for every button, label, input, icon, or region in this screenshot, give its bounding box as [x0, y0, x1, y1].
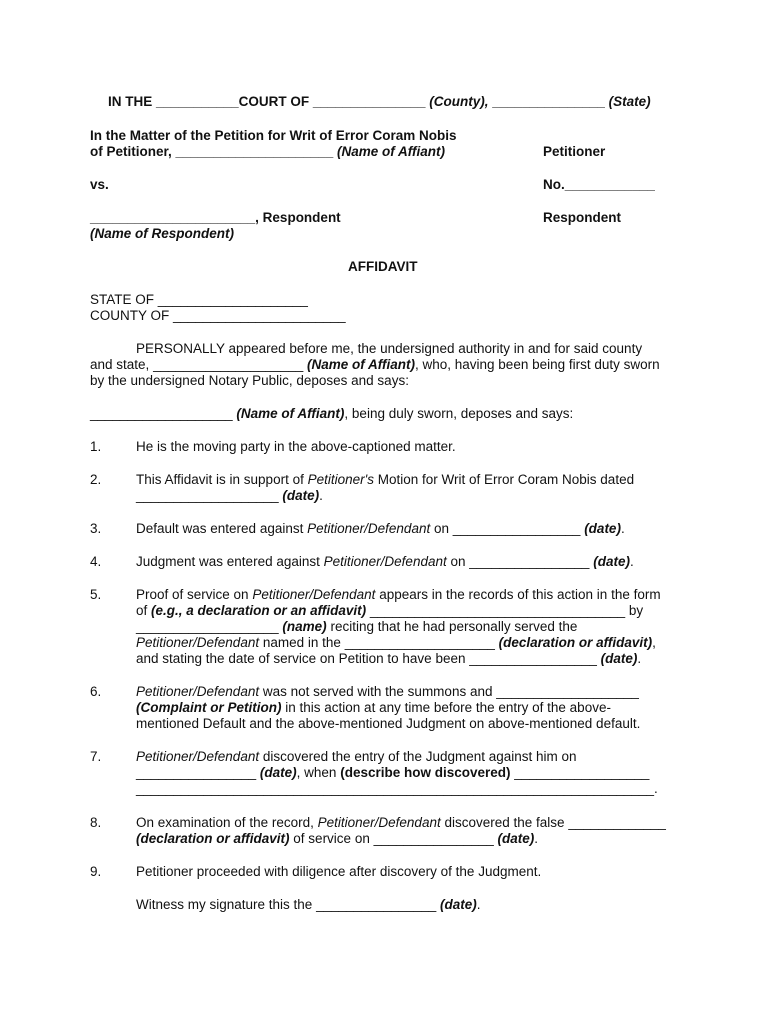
witness-date-blank: ________________: [316, 897, 437, 912]
item-8-l1-c: discovered the false: [444, 815, 565, 830]
item-3-date-label: (date): [584, 521, 621, 536]
item-7-line-2: [136, 765, 649, 781]
intro-line-2-suffix: , who, having been being first duty sworn: [415, 357, 660, 372]
petitioner-label: Petitioner: [543, 144, 606, 159]
item-5-form-example: (e.g., a declaration or an affidavit): [151, 603, 367, 618]
item-8-blank: _____________: [568, 815, 666, 830]
item-3-number: 3.: [90, 521, 102, 536]
item-6-l1-b: was not served with the summons and: [262, 684, 493, 699]
item-6-number: 6.: [90, 684, 102, 699]
item-6-complaint-label: (Complaint or Petition): [136, 700, 282, 715]
item-7-line-1: [136, 749, 577, 765]
item-5-l1-c: appears in the records of this action in the form: [379, 587, 661, 602]
item-8-line-1: [136, 815, 666, 831]
item-7-date-blank: ________________: [136, 765, 257, 780]
item-5-date-blank: _________________: [469, 651, 597, 666]
item-7-line-3: _____________________________________________________________________.: [136, 781, 658, 796]
item-2-petitioner: Petitioner's: [307, 472, 374, 487]
matter-line-2: [90, 144, 445, 160]
item-5-line-3: [136, 619, 577, 635]
county-of-field: COUNTY OF _______________________: [90, 308, 346, 323]
item-5-l4-b: named in the: [262, 635, 341, 650]
witness-date-label: (date): [440, 897, 477, 912]
item-5-l3-c: reciting that he had personally served the: [330, 619, 578, 634]
item-5-form-blank: __________________________________ by: [369, 603, 644, 618]
item-4-number: 4.: [90, 554, 102, 569]
item-3-party: Petitioner/Defendant: [307, 521, 431, 536]
witness-text: Witness my signature this the: [136, 897, 313, 912]
respondent-label: Respondent: [543, 210, 622, 225]
versus-text: vs.: [90, 177, 109, 192]
item-3-on: on: [433, 521, 450, 536]
item-2-line-2: ___________________ (date).: [136, 488, 323, 503]
item-6-line-1: [136, 684, 639, 700]
item-2-date-blank: ___________________: [136, 488, 279, 503]
sworn-suffix: , being duly sworn, deposes and says:: [344, 406, 574, 421]
matter-prefix: of Petitioner,: [90, 144, 172, 159]
item-5-decl-blank: ____________________: [344, 635, 495, 650]
item-2-text-c: Motion for Writ of Error Coram Nobis dated: [377, 472, 635, 487]
item-3-text-a: Default was entered against: [136, 521, 304, 536]
item-8-l2-b: of service on: [293, 831, 370, 846]
item-7-number: 7.: [90, 749, 102, 764]
affiant-name-blank: _____________________: [175, 144, 334, 159]
item-2-text-a: This Affidavit is in support of: [136, 472, 304, 487]
intro-line-2: [90, 357, 660, 373]
item-9-text: Petitioner proceeded with diligence after discovery of the Judgment.: [136, 864, 542, 879]
item-4-text-a: Judgment was entered against: [136, 554, 320, 569]
item-5-decl-label: (declaration or affidavit): [498, 635, 653, 650]
respondent-name-label: (Name of Respondent): [90, 226, 235, 241]
intro-affiant-blank: ____________________: [153, 357, 304, 372]
item-5-line-1: [136, 587, 661, 603]
item-8-line-2: (declaration or affidavit) of service on ________________ (date).: [136, 831, 539, 846]
item-3-date-blank: _________________: [452, 521, 581, 536]
item-4-date-label: (date): [593, 554, 630, 569]
court-line: [108, 94, 651, 110]
county-label: (County),: [429, 94, 489, 109]
item-7-party: Petitioner/Defendant: [136, 749, 260, 764]
item-1-number: 1.: [90, 439, 102, 454]
item-5-party-2: Petitioner/Defendant: [136, 635, 260, 650]
state-label: (State): [608, 94, 651, 109]
item-8-number: 8.: [90, 815, 102, 830]
affiant-name-label: (Name of Affiant): [336, 144, 445, 159]
item-6-line-3: mentioned Default and the above-mentioned Judgment on above-mentioned default.: [136, 716, 641, 731]
item-4-party: Petitioner/Defendant: [323, 554, 447, 569]
witness-line: Witness my signature this the ________________ (date).: [136, 897, 481, 912]
respondent-name-field: ______________________, Respondent: [90, 210, 341, 225]
item-5-l2-a: of: [136, 603, 148, 618]
item-6-l2-b: in this action at any time before the entry of the above-: [285, 700, 611, 715]
court-of-text: COURT OF: [238, 94, 310, 109]
item-4-text: Judgment was entered against Petitioner/Defendant on ________________ (date).: [136, 554, 634, 569]
case-number-field: No.____________: [543, 177, 655, 192]
item-7-l1-b: discovered the entry of the Judgment against him on: [262, 749, 577, 764]
item-2-date-label: (date): [282, 488, 320, 503]
state-blank: _______________: [492, 94, 605, 109]
item-8-date-blank: ________________: [373, 831, 494, 846]
item-5-line-4: Petitioner/Defendant named in the ____________________ (declaration or affidavit),: [136, 635, 656, 650]
document-title: AFFIDAVIT: [348, 259, 418, 274]
intro-line-3: by the undersigned Notary Public, deposes and says:: [90, 373, 409, 388]
item-6-line-2: [136, 700, 611, 716]
item-6-blank: ___________________: [496, 684, 639, 699]
item-2-number: 2.: [90, 472, 102, 487]
item-5-date-label: (date): [600, 651, 638, 666]
item-8-decl-label: (declaration or affidavit): [136, 831, 290, 846]
item-7-date-label: (date): [259, 765, 297, 780]
court-name-blank: ___________: [156, 94, 239, 109]
item-5-line-5: and stating the date of service on Petition to have been _________________ (date).: [136, 651, 642, 666]
item-5-number: 5.: [90, 587, 102, 602]
item-9-number: 9.: [90, 864, 102, 879]
item-1-text: He is the moving party in the above-captioned matter.: [136, 439, 456, 454]
item-4-date-blank: ________________: [469, 554, 590, 569]
sworn-affiant-label: (Name of Affiant): [236, 406, 345, 421]
state-of-field: STATE OF ____________________: [90, 292, 308, 307]
item-4-on: on: [450, 554, 466, 569]
intro-line-4: [90, 406, 573, 422]
in-the-text: IN THE: [108, 94, 153, 109]
matter-line-1: In the Matter of the Petition for Writ of Error Coram Nobis: [90, 128, 457, 143]
intro-line-2-prefix: and state,: [90, 357, 150, 372]
item-5-party: Petitioner/Defendant: [252, 587, 376, 602]
item-3-text: Default was entered against Petitioner/Defendant on _________________ (date).: [136, 521, 625, 536]
item-5-name-label: (name): [282, 619, 327, 634]
item-5-name-blank: ___________________: [136, 619, 279, 634]
item-6-party: Petitioner/Defendant: [136, 684, 260, 699]
county-blank: _______________: [312, 94, 426, 109]
item-8-date-label: (date): [497, 831, 535, 846]
item-7-when: , when: [296, 765, 337, 780]
item-5-line-2: [136, 603, 643, 619]
item-7-describe-label: (describe how discovered): [340, 765, 511, 780]
item-7-describe-blank: __________________: [514, 765, 650, 780]
item-8-party: Petitioner/Defendant: [317, 815, 441, 830]
sworn-affiant-blank: ___________________: [90, 406, 233, 421]
item-2-line-1: [136, 472, 634, 488]
intro-line-1: PERSONALLY appeared before me, the undersigned authority in and for said county: [136, 341, 643, 356]
item-8-l1-a: On examination of the record,: [136, 815, 314, 830]
intro-affiant-label: (Name of Affiant): [307, 357, 415, 372]
item-5-l5-a: and stating the date of service on Petition to have been: [136, 651, 466, 666]
item-5-l1-a: Proof of service on: [136, 587, 249, 602]
